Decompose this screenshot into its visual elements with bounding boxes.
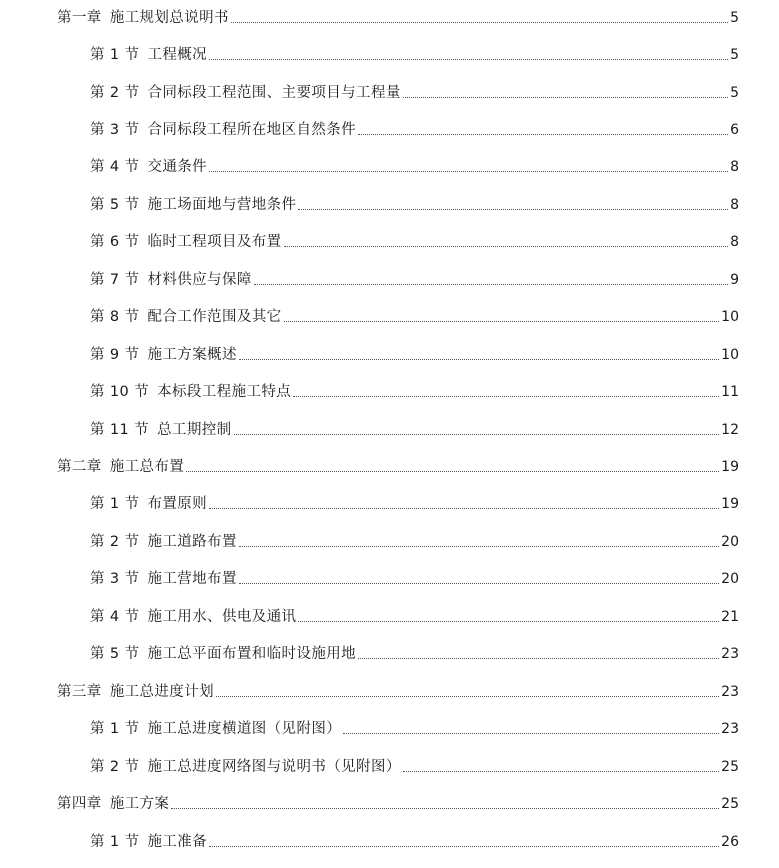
toc-entry-number: 第 10 节 <box>90 384 150 400</box>
toc-entry-page: 23 <box>721 684 739 700</box>
toc-entry[interactable] <box>90 641 739 663</box>
dot-leader <box>284 246 729 247</box>
dot-leader <box>209 171 728 172</box>
dot-leader <box>403 97 728 98</box>
toc-entry-number: 第 7 节 <box>90 272 140 288</box>
toc-entry[interactable] <box>90 192 739 214</box>
toc-entry-page: 19 <box>721 496 739 512</box>
toc-entry-page: 8 <box>730 159 739 175</box>
toc-entry-label <box>90 196 296 214</box>
toc-entry[interactable] <box>57 791 739 813</box>
toc-entry[interactable] <box>90 529 739 551</box>
toc-entry-number: 第一章 <box>57 10 102 26</box>
toc-entry-title: 施工总进度计划 <box>109 684 215 700</box>
toc-entry[interactable] <box>90 829 739 851</box>
dot-leader <box>298 621 719 622</box>
toc-entry-label <box>90 308 282 326</box>
toc-entry-page: 26 <box>721 834 739 850</box>
toc-entry-label <box>90 720 341 738</box>
toc-entry-title: 工程概况 <box>147 47 208 63</box>
toc-entry-page: 10 <box>721 309 739 325</box>
dot-leader <box>171 808 719 809</box>
toc-entry-title: 交通条件 <box>147 159 208 175</box>
toc-entry-label <box>90 383 291 401</box>
toc-entry[interactable] <box>90 604 739 626</box>
toc-entry-page: 5 <box>730 47 739 63</box>
toc-entry[interactable] <box>90 716 739 738</box>
toc-entry[interactable] <box>90 267 739 289</box>
toc-entry-page: 25 <box>721 759 739 775</box>
toc-entry[interactable] <box>90 754 739 776</box>
toc-entry-page: 21 <box>721 609 739 625</box>
dot-leader <box>254 284 728 285</box>
toc-entry-number: 第 1 节 <box>90 721 140 737</box>
toc-entry[interactable] <box>90 117 739 139</box>
dot-leader <box>298 209 728 210</box>
toc-entry-title: 施工场面地与营地条件 <box>147 197 297 213</box>
dot-leader <box>209 59 728 60</box>
toc-entry-label <box>90 346 237 364</box>
toc-entry[interactable] <box>90 80 739 102</box>
toc-entry-page: 10 <box>721 347 739 363</box>
toc-entry-number: 第 11 节 <box>90 422 150 438</box>
toc-entry-label <box>57 683 214 701</box>
toc-entry-page: 25 <box>721 796 739 812</box>
dot-leader <box>343 733 719 734</box>
toc-entry-title: 临时工程项目及布置 <box>147 234 282 250</box>
dot-leader <box>239 583 719 584</box>
toc-entry-label <box>90 495 207 513</box>
toc-entry[interactable] <box>90 417 739 439</box>
toc-entry-title: 施工总进度横道图（见附图） <box>147 721 342 737</box>
toc-entry-number: 第 2 节 <box>90 85 140 101</box>
toc-entry-title: 施工营地布置 <box>147 571 237 587</box>
toc-entry[interactable] <box>57 679 739 701</box>
toc-entry-number: 第 6 节 <box>90 234 140 250</box>
toc-entry-page: 5 <box>730 85 739 101</box>
toc-entry-page: 19 <box>721 459 739 475</box>
toc-entry-label <box>90 46 207 64</box>
toc-entry-title: 布置原则 <box>147 496 208 512</box>
toc-entry[interactable] <box>57 454 739 476</box>
toc-entry-number: 第三章 <box>57 684 102 700</box>
dot-leader <box>186 471 719 472</box>
toc-entry-number: 第 4 节 <box>90 609 140 625</box>
toc-entry-page: 20 <box>721 534 739 550</box>
toc-entry-label <box>90 570 237 588</box>
dot-leader <box>239 359 719 360</box>
toc-entry[interactable] <box>90 342 739 364</box>
toc-entry-label <box>90 233 282 251</box>
toc-entry-title: 本标段工程施工特点 <box>157 384 292 400</box>
toc-entry-title: 合同标段工程范围、主要项目与工程量 <box>147 85 401 101</box>
toc-entry-title: 施工总进度网络图与说明书（见附图） <box>147 759 401 775</box>
toc-entry-number: 第 2 节 <box>90 759 140 775</box>
toc-entry-label <box>90 833 207 851</box>
toc-entry-page: 12 <box>721 422 739 438</box>
toc-entry[interactable] <box>57 5 739 27</box>
dot-leader <box>403 771 719 772</box>
toc-entry-number: 第 4 节 <box>90 159 140 175</box>
toc-entry[interactable] <box>90 491 739 513</box>
toc-entry-label <box>90 84 401 102</box>
toc-entry-title: 施工规划总说明书 <box>109 10 229 26</box>
toc-entry-number: 第 8 节 <box>90 309 140 325</box>
toc-entry-title: 施工方案概述 <box>147 347 237 363</box>
toc-entry-title: 施工方案 <box>109 796 170 812</box>
toc-entry-page: 23 <box>721 646 739 662</box>
toc-entry-number: 第四章 <box>57 796 102 812</box>
toc-entry-number: 第 5 节 <box>90 646 140 662</box>
toc-entry-number: 第 5 节 <box>90 197 140 213</box>
toc-entry-title: 合同标段工程所在地区自然条件 <box>147 122 357 138</box>
dot-leader <box>358 658 719 659</box>
toc-entry-label <box>90 158 207 176</box>
toc-entry-title: 总工期控制 <box>157 422 232 438</box>
toc-entry-page: 8 <box>730 197 739 213</box>
toc-entry-label <box>90 608 296 626</box>
toc-entry-number: 第 1 节 <box>90 496 140 512</box>
dot-leader <box>284 321 720 322</box>
toc-entry-label <box>90 645 356 663</box>
toc-entry-title: 施工总布置 <box>109 459 185 475</box>
toc-entry-page: 5 <box>730 10 739 26</box>
toc-entry[interactable] <box>90 229 739 251</box>
toc-entry-number: 第 3 节 <box>90 571 140 587</box>
dot-leader <box>209 508 719 509</box>
dot-leader <box>234 434 720 435</box>
dot-leader <box>239 546 719 547</box>
toc-entry-label <box>90 121 356 139</box>
toc-entry[interactable] <box>90 379 739 401</box>
toc-entry-number: 第 9 节 <box>90 347 140 363</box>
toc-entry-page: 8 <box>730 234 739 250</box>
dot-leader <box>293 396 719 397</box>
toc-entry-number: 第 2 节 <box>90 534 140 550</box>
toc-entry-title: 材料供应与保障 <box>147 272 252 288</box>
toc-entry-page: 23 <box>721 721 739 737</box>
toc-entry-page: 6 <box>730 122 739 138</box>
toc-entry-title: 施工准备 <box>147 834 208 850</box>
toc-entry-label <box>57 9 229 27</box>
toc-entry-label <box>57 458 184 476</box>
dot-leader <box>209 846 719 847</box>
toc-entry-label <box>57 795 169 813</box>
toc-entry-number: 第 1 节 <box>90 834 140 850</box>
toc-entry-number: 第二章 <box>57 459 102 475</box>
toc-entry-page: 20 <box>721 571 739 587</box>
toc-entry-page: 9 <box>730 272 739 288</box>
toc-entry-label <box>90 758 401 776</box>
toc-entry-label <box>90 271 252 289</box>
toc-entry-number: 第 3 节 <box>90 122 140 138</box>
toc-entry[interactable] <box>90 566 739 588</box>
toc-entry[interactable] <box>90 304 739 326</box>
toc-entry[interactable] <box>90 42 739 64</box>
toc-entry-title: 施工用水、供电及通讯 <box>147 609 297 625</box>
toc-entry-title: 施工道路布置 <box>147 534 237 550</box>
toc-entry-label <box>90 421 232 439</box>
dot-leader <box>358 134 728 135</box>
toc-entry-label <box>90 533 237 551</box>
dot-leader <box>216 696 719 697</box>
toc-entry-page: 11 <box>721 384 739 400</box>
toc-entry[interactable] <box>90 154 739 176</box>
toc-entry-number: 第 1 节 <box>90 47 140 63</box>
toc-entry-title: 配合工作范围及其它 <box>147 309 282 325</box>
dot-leader <box>231 22 728 23</box>
toc-entry-title: 施工总平面布置和临时设施用地 <box>147 646 357 662</box>
